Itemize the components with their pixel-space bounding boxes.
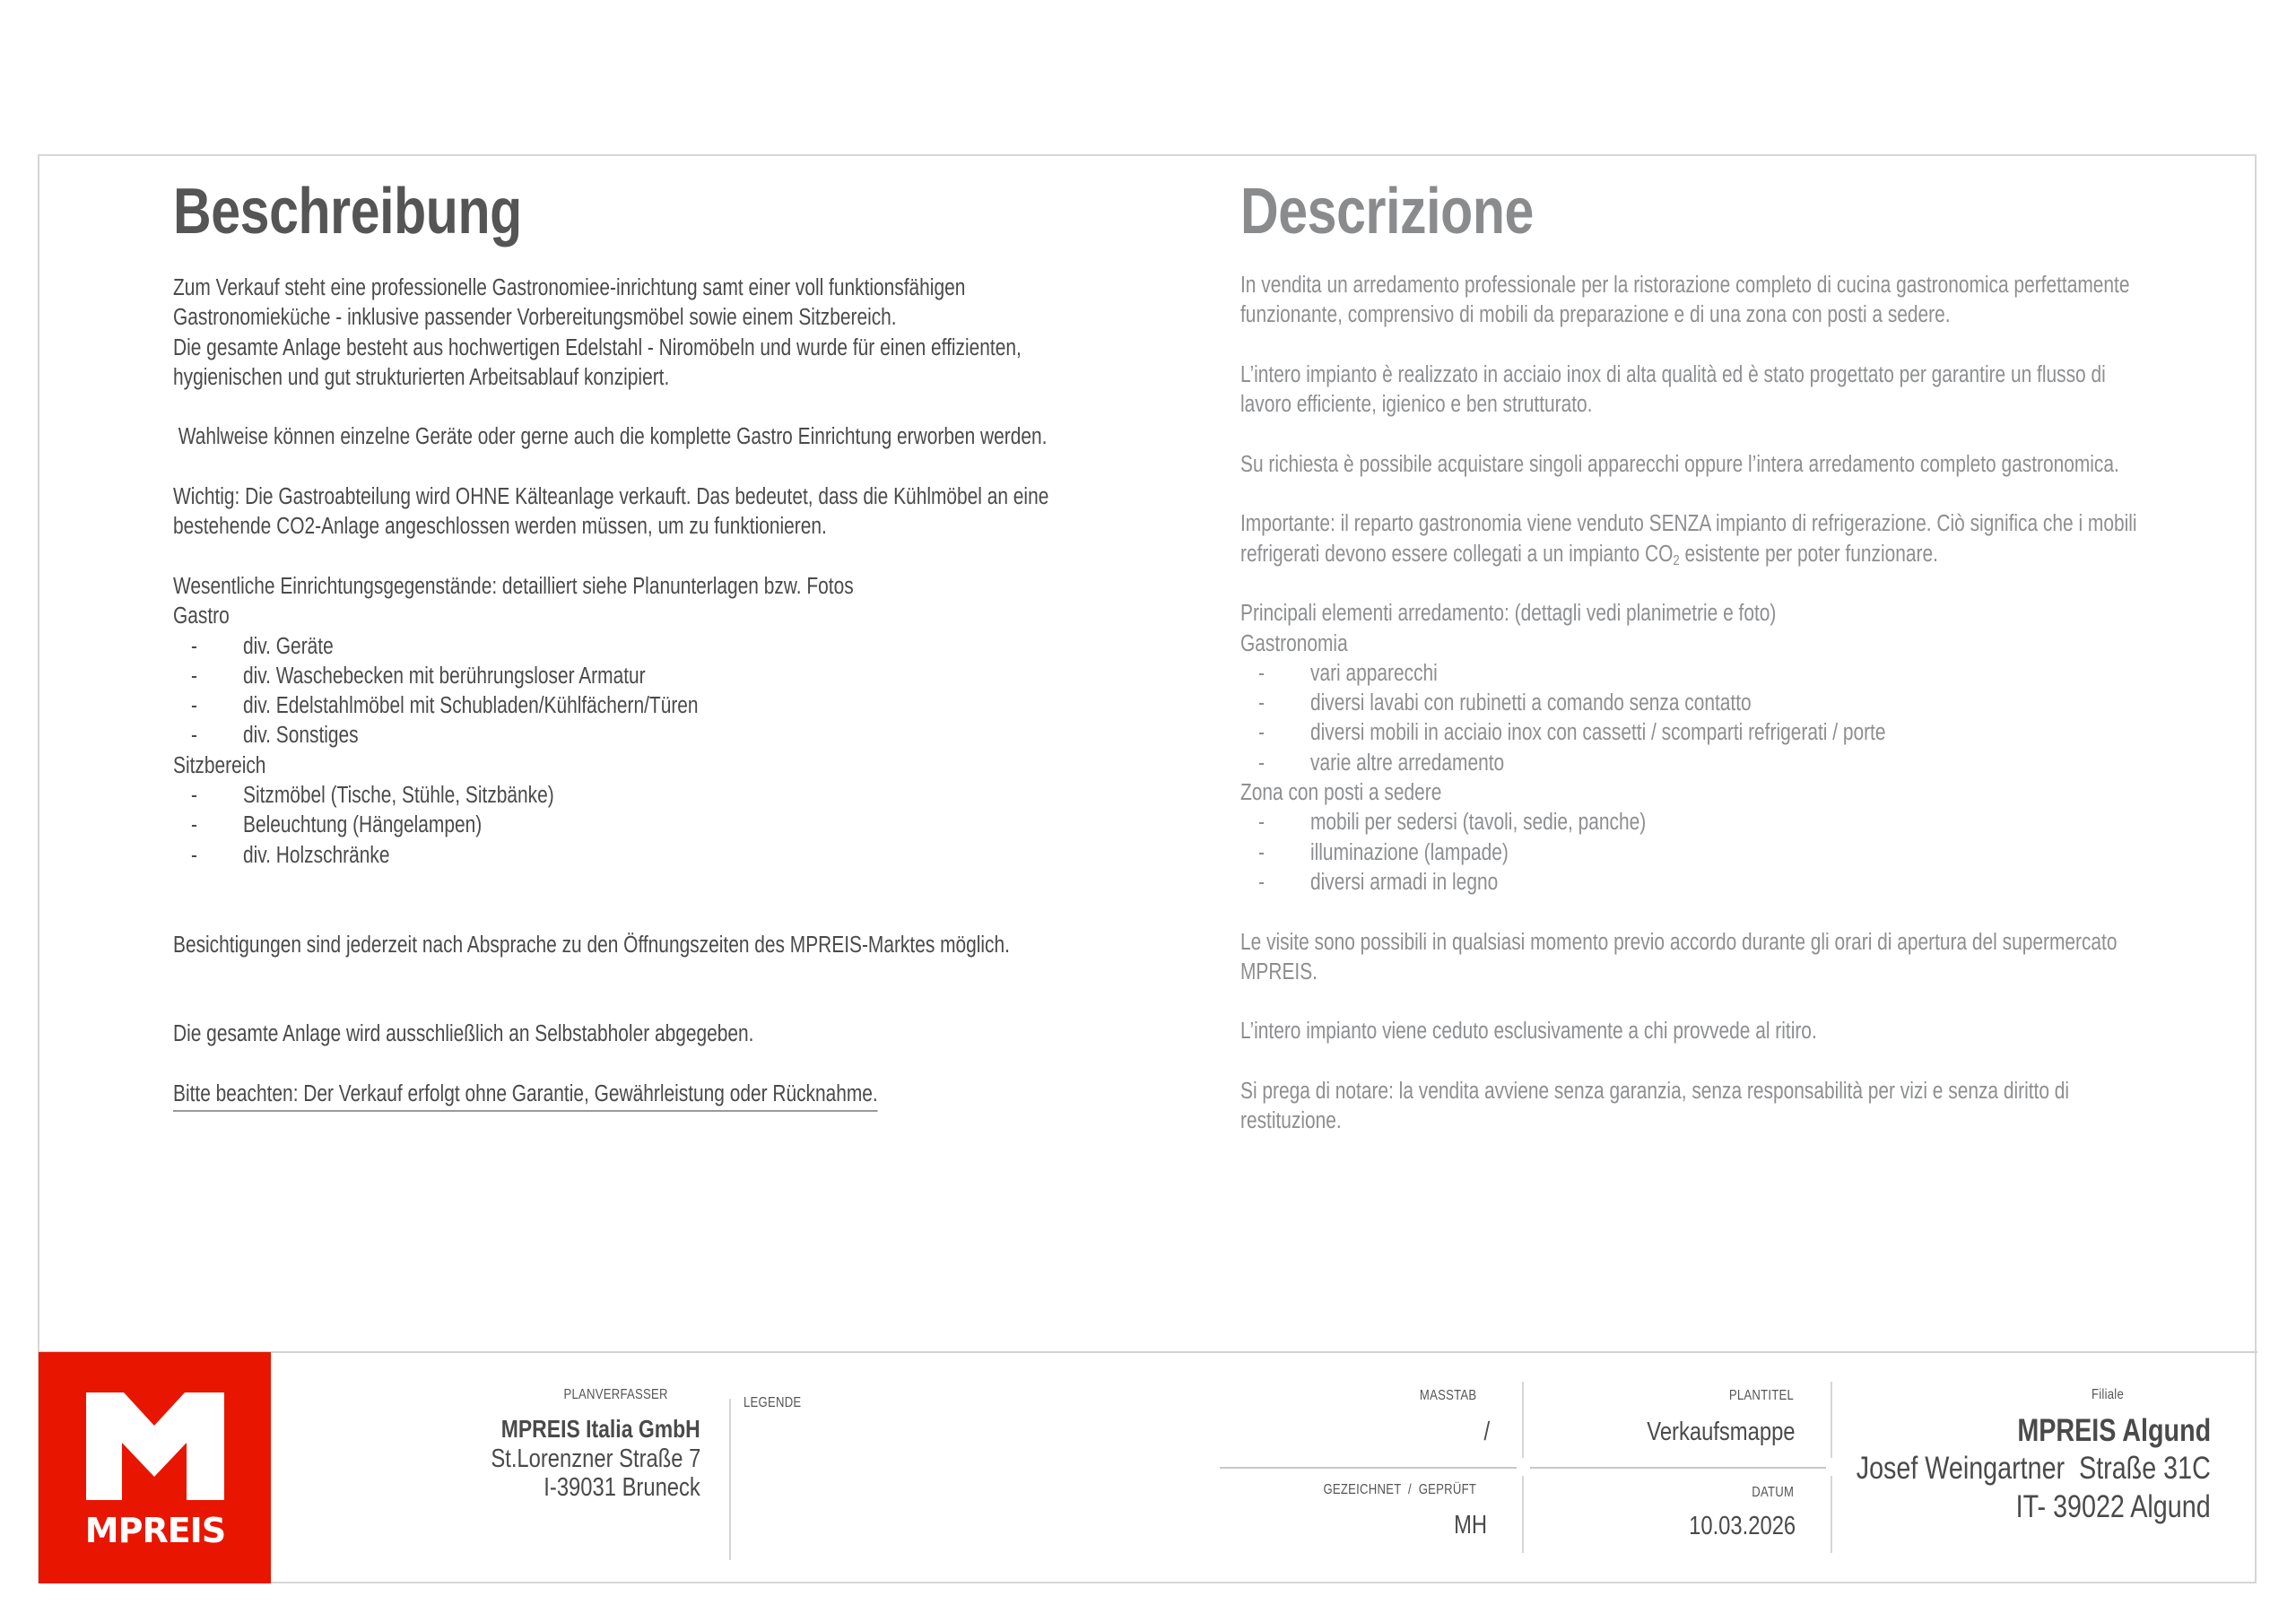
group-title	[1240, 778, 2296, 808]
paragraph-line	[1240, 1017, 2296, 1046]
bullet-dash: -	[1258, 750, 1265, 776]
important-line-1: Wichtig: Die Gastroabteilung wird OHNE Kälteanlage verkauft. Das bedeutet, dass die Kühlmöbel an eine	[173, 484, 1049, 510]
spacer	[1240, 480, 2296, 509]
masstab-label	[1407, 1388, 1476, 1404]
bullet-dash: -	[1258, 869, 1265, 895]
planverfasser-label	[541, 1387, 668, 1403]
bullet-dash: -	[191, 663, 197, 689]
plantitel-label-text: PLANTITEL	[1728, 1388, 1794, 1403]
planverfasser-label-text: PLANVERFASSER	[563, 1387, 668, 1402]
intro-line-2: funzionante, comprensivo di mobili da preparazione e di una zona con posti a sedere.	[1240, 302, 1951, 328]
list-item	[173, 632, 1241, 662]
paragraph-line	[1240, 599, 2296, 629]
list-item-text: diversi mobili in acciaio inox con cassetti / scomparti refrigerati / porte	[1310, 720, 1886, 746]
legende-label	[744, 1395, 814, 1411]
paragraph-line	[173, 422, 1241, 452]
masstab-value	[1483, 1418, 1490, 1447]
paragraph-line	[173, 303, 1241, 333]
group-title-gastro: Gastro	[173, 603, 230, 629]
paragraph-line	[173, 273, 1241, 303]
intro-line-1: Zum Verkauf steht eine professionelle Gastronomiee-inrichtung samt einer voll funktionsfähigen	[173, 275, 966, 300]
important-line-1: Importante: il reparto gastronomia viene venduto SENZA impianto di refrigerazione. Ciò significa che i mobili	[1240, 511, 2137, 537]
planverfasser-city-text: I-39031 Bruneck	[544, 1473, 700, 1502]
bullet-dash: -	[1258, 839, 1265, 865]
divider-plantitel-filiale-bottom	[1831, 1476, 1832, 1553]
quality-line-2: lavoro efficiente, igienico e ben strutturato.	[1240, 392, 1593, 418]
planverfasser-city	[509, 1473, 700, 1503]
spacer	[173, 542, 1241, 572]
important-line-2: bestehende CO2-Anlage angeschlossen werden müssen, um zu funktionieren.	[173, 514, 827, 540]
spacer	[173, 871, 1241, 931]
gezeichnet-label	[1290, 1482, 1476, 1498]
list-item	[173, 662, 1241, 691]
bullet-dash: -	[191, 693, 197, 719]
list-item-text: varie altre arredamento	[1310, 750, 1505, 776]
paragraph-line	[1240, 1077, 2296, 1106]
paragraph-line	[173, 931, 1241, 960]
bullet-dash: -	[1258, 810, 1265, 836]
list-item	[173, 811, 1241, 840]
filiale-street-text: Josef Weingartner Straße 31C	[1856, 1451, 2211, 1486]
filiale-city-text: IT- 39022 Algund	[2015, 1489, 2211, 1524]
heading-italian	[1240, 176, 1598, 247]
group-title-gastronomia: Gastronomia	[1240, 630, 1348, 656]
datum-value-text: 10.03.2026	[1688, 1512, 1796, 1540]
spacer	[1240, 898, 2296, 927]
viewing-text: Besichtigungen sind jederzeit nach Absprache zu den Öffnungszeiten des MPREIS-Marktes möglich.	[173, 932, 1010, 958]
important-line-2	[1240, 540, 1938, 569]
spacer	[1240, 569, 2296, 599]
mpreis-logo	[39, 1352, 271, 1583]
filiale-name	[1975, 1413, 2211, 1449]
list-item-text: vari apparecchi	[1310, 660, 1438, 686]
paragraph-line	[173, 1080, 1241, 1109]
spacer	[1240, 420, 2296, 449]
paragraph-line	[1240, 1106, 2296, 1136]
bullet-dash: -	[191, 842, 197, 868]
bullet-dash: -	[191, 812, 197, 838]
list-item	[1240, 838, 2296, 868]
plantitel-value	[1614, 1418, 1796, 1447]
list-item	[1240, 689, 2296, 718]
logo-wordmark: MPREIS	[84, 1511, 226, 1550]
datum-value	[1665, 1512, 1796, 1541]
list-item	[173, 841, 1241, 871]
filiale-label-text: Filiale	[2092, 1387, 2124, 1402]
paragraph-line	[173, 512, 1241, 542]
divider-masstab-plantitel-top	[1522, 1382, 1524, 1458]
group-title-zona: Zona con posti a sedere	[1240, 780, 1442, 806]
divider-plantitel-filiale-top	[1831, 1382, 1832, 1458]
paragraph-line	[1240, 928, 2296, 958]
filiale-label	[2092, 1387, 2131, 1403]
disclaimer-line-1: Si prega di notare: la vendita avviene senza garanzia, senza responsabilità per vizi e senza diritto di	[1240, 1079, 2070, 1105]
paragraph-line	[1240, 271, 2296, 300]
heading-italian-text: Descrizione	[1240, 176, 1534, 247]
pickup-text: Die gesamte Anlage wird ausschließlich an Selbstabholer abgegeben.	[173, 1021, 754, 1047]
paragraph-line	[173, 363, 1241, 393]
list-item	[1240, 868, 2296, 898]
mpreis-m-icon	[39, 1352, 271, 1583]
group-title	[173, 751, 1241, 781]
planverfasser-street	[445, 1444, 700, 1474]
masstab-value-text: /	[1483, 1418, 1490, 1446]
items-intro: Principali elementi arredamento: (dettagli vedi planimetrie e foto)	[1240, 601, 1777, 627]
important-line-2-tail: esistente per poter funzionare.	[1679, 541, 1938, 567]
list-item-text: diversi lavabi con rubinetti a comando senza contatto	[1310, 690, 1752, 716]
paragraph-line	[173, 482, 1241, 512]
legende-label-text: LEGENDE	[744, 1395, 802, 1410]
paragraph-line	[1240, 450, 2296, 480]
list-item-text: Beleuchtung (Hängelampen)	[243, 812, 483, 838]
divider-masstab-plantitel-bottom	[1522, 1476, 1524, 1553]
paragraph-line	[1240, 300, 2296, 330]
bullet-dash: -	[191, 783, 197, 809]
spacer	[173, 453, 1241, 482]
disclaimer-line-2: restituzione.	[1240, 1108, 1342, 1134]
list-item-text: div. Edelstahlmöbel mit Schubladen/Kühlfächern/Türen	[243, 693, 699, 719]
bullet-dash: -	[1258, 720, 1265, 746]
list-item	[173, 781, 1241, 811]
optional-purchase-text: Su richiesta è possibile acquistare singoli apparecchi oppure l’intera arredamento completo gastronomica.	[1240, 451, 2119, 477]
paragraph-line	[1240, 509, 2296, 539]
title-block-top-border	[38, 1351, 2257, 1353]
paragraph-line	[1240, 540, 2296, 569]
paragraph-line	[173, 334, 1241, 363]
spacer	[173, 393, 1241, 422]
list-item-text: mobili per sedersi (tavoli, sedie, panche)	[1310, 810, 1647, 836]
list-item	[173, 721, 1241, 750]
bullet-dash: -	[191, 723, 197, 749]
spacer	[1240, 331, 2296, 360]
list-item-text: div. Holzschränke	[243, 842, 390, 868]
group-title-sitzbereich: Sitzbereich	[173, 752, 266, 778]
gezeichnet-label-text: GEZEICHNET / GEPRÜFT	[1323, 1482, 1476, 1497]
intro-line-2: Gastronomieküche - inklusive passender Vorbereitungsmöbel sowie einem Sitzbereich.	[173, 305, 897, 331]
plantitel-value-text: Verkaufsmappe	[1647, 1418, 1796, 1446]
list-item-text: Sitzmöbel (Tische, Stühle, Sitzbänke)	[243, 783, 554, 809]
intro-line-4: hygienischen und gut strukturierten Arbeitsablauf konzipiert.	[173, 364, 670, 390]
heading-german-text: Beschreibung	[173, 176, 522, 247]
list-item	[1240, 718, 2296, 748]
group-title	[173, 602, 1241, 631]
divider-masstab-horizontal	[1220, 1467, 1517, 1469]
datum-label	[1743, 1485, 1794, 1501]
gezeichnet-value-text: MH	[1454, 1511, 1487, 1540]
pickup-text: L’intero impianto viene ceduto esclusivamente a chi provvede al ritiro.	[1240, 1019, 1817, 1045]
filiale-street	[1779, 1451, 2211, 1487]
viewing-line-1: Le visite sono possibili in qualsiasi momento previo accordo durante gli orari di apertura del supermercato	[1240, 929, 2118, 955]
spacer	[1240, 1047, 2296, 1077]
masstab-label-text: MASSTAB	[1419, 1388, 1476, 1403]
paragraph-line	[1240, 958, 2296, 987]
list-item	[1240, 659, 2296, 689]
quality-line-1: L’intero impianto è realizzato in acciaio inox di alta qualità ed è stato progettato per garantire un flusso di	[1240, 361, 2106, 387]
plantitel-label	[1715, 1388, 1794, 1404]
list-item-text: illuminazione (lampade)	[1310, 839, 1509, 865]
bullet-dash: -	[1258, 660, 1265, 686]
important-line-2-text: refrigerati devono essere collegati a un impianto CO	[1240, 541, 1674, 567]
planverfasser-company	[457, 1415, 700, 1444]
italian-description	[1240, 271, 2296, 1137]
list-item	[1240, 808, 2296, 837]
group-title	[1240, 629, 2296, 659]
spacer	[1240, 987, 2296, 1017]
divider-legende	[729, 1399, 731, 1560]
datum-label-text: DATUM	[1752, 1485, 1794, 1500]
co2-subscript: 2	[1673, 552, 1680, 568]
filiale-name-text: MPREIS Algund	[2017, 1413, 2211, 1448]
paragraph-line	[173, 1019, 1241, 1049]
viewing-line-2: MPREIS.	[1240, 958, 1318, 984]
intro-line-1: In vendita un arredamento professionale per la ristorazione completo di cucina gastronomica perfettamente	[1240, 273, 2130, 298]
planverfasser-company-text: MPREIS Italia GmbH	[501, 1415, 700, 1443]
list-item-text: diversi armadi in legno	[1310, 869, 1499, 895]
intro-line-3: Die gesamte Anlage besteht aus hochwertigen Edelstahl - Niromöbeln und wurde für einen effizienten,	[173, 334, 1022, 360]
list-item-text: div. Geräte	[243, 633, 334, 659]
disclaimer-note: Bitte beachten: Der Verkauf erfolgt ohne Garantie, Gewährleistung oder Rücknahme.	[173, 1080, 878, 1112]
bullet-dash: -	[1258, 690, 1265, 716]
list-item-text: div. Sonstiges	[243, 723, 359, 749]
gezeichnet-value	[1447, 1511, 1487, 1540]
paragraph-line	[173, 572, 1241, 602]
paragraph-line	[1240, 360, 2296, 390]
items-intro: Wesentliche Einrichtungsgegenstände: detailliert siehe Planunterlagen bzw. Fotos	[173, 573, 854, 599]
bullet-dash: -	[191, 633, 197, 659]
spacer	[173, 1050, 1241, 1080]
list-item	[1240, 749, 2296, 778]
list-item	[173, 691, 1241, 721]
filiale-city	[1973, 1489, 2211, 1525]
heading-german	[173, 176, 598, 247]
spacer	[173, 960, 1241, 1020]
optional-purchase-text: Wahlweise können einzelne Geräte oder gerne auch die komplette Gastro Einrichtung erworben werden.	[173, 424, 1048, 450]
planverfasser-street-text: St.Lorenzner Straße 7	[491, 1444, 700, 1473]
paragraph-line	[1240, 390, 2296, 420]
list-item-text: div. Waschebecken mit berührungsloser Armatur	[243, 663, 646, 689]
german-description	[173, 273, 1241, 1109]
